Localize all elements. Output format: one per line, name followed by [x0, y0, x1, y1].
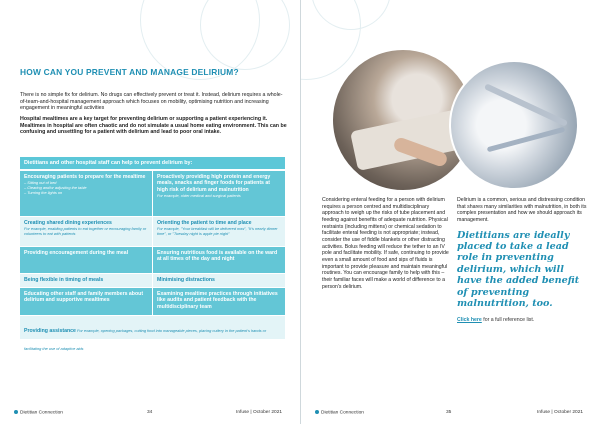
cell-subtext: For example, enabling patients to eat together or encouraging family or volunteers to eat with patients [24, 226, 147, 237]
intro-paragraph: There is no simple fix for delirium. No drugs can effectively prevent or treat it. Instead, delirium requires a whole-of-team-and-hospital management approach which focuses on mobility, optimising nutrition and increasing engagement in meaningful activities [20, 92, 283, 112]
cell-title: Minimising distractions [157, 277, 215, 283]
table-row [20, 274, 285, 287]
table-cell [20, 247, 152, 273]
cell-title: Orienting the patient to time and place [157, 220, 252, 226]
section-heading: HOW CAN YOU PREVENT AND MANAGE DELIRIUM? [20, 67, 239, 77]
table-cell [20, 217, 152, 246]
footer-issue: Infuse | October 2021 [537, 410, 584, 415]
table-cell [153, 288, 285, 315]
table-header: Dietitians and other hospital staff can help to prevent delirium by: [20, 157, 285, 169]
table-cell [153, 274, 285, 287]
footer-brand-text: Dietitian Connection [321, 410, 364, 416]
cell-title: Ensuring nutritious food is available on the ward at all times of the day and night [157, 250, 278, 263]
strategies-table [20, 157, 285, 351]
cell-title: Creating shared dining experiences [24, 220, 112, 226]
table-row [20, 247, 285, 273]
footer-brand [315, 410, 364, 415]
right-page [301, 0, 600, 424]
table-cell [153, 217, 285, 246]
cell-subtext: For example, opening packages, cutting food into manageable pieces, placing cutlery in the patient's hands or facilitating the use of adaptive aids [24, 328, 267, 351]
table-cell [153, 247, 285, 273]
table-cell [20, 288, 152, 315]
reference-text: for a full reference list. [481, 317, 535, 324]
cell-title: Educating other staff and family members about delirium and supportive mealtimes [24, 291, 144, 304]
reference-link[interactable]: Click here [457, 317, 482, 324]
table-row [20, 217, 285, 246]
cell-title: Being flexible in timing of meals [24, 277, 104, 283]
cell-subtext: – Sitting out of bed – Clearing and/or adjusting the table – Turning the lights on [24, 180, 87, 196]
cell-title: Proactively providing high protein and energy meals, snacks and finger foods for patients at high risk of delirium and malnutrition [157, 174, 271, 193]
delirium-paragraph: Delirium is a common, serious and distressing condition that shares many similarities with malnutrition, in both its complex presentation and how we should approach its management. [457, 197, 587, 223]
table-cell [20, 171, 152, 216]
table-row [20, 316, 285, 351]
table-row [20, 288, 285, 315]
cell-title: Encouraging patients to prepare for the mealtime [24, 174, 146, 180]
table-cell [20, 316, 285, 351]
pull-quote: Dietitians are ideally placed to take a lead role in preventing delirium, which will have the added benefit of preventing malnutrition, too. [457, 229, 580, 310]
footer-issue: Infuse | October 2021 [236, 410, 283, 415]
table-row [20, 171, 285, 216]
footer-brand [14, 410, 63, 415]
brand-logo-icon [14, 410, 18, 414]
reference-line [457, 317, 587, 324]
mealtimes-paragraph: Hospital mealtimes are a key target for preventing delirium or supporting a patient experiencing it. Mealtimes in hospital are often chaotic and do not simulate a usual home eating environment. This can be confusing and unsettling for a patient with delirium and lead to poor oral intake. [20, 116, 287, 136]
page-number: 35 [446, 410, 452, 415]
cell-title: Providing encouragement during the meal [24, 250, 129, 256]
cell-subtext: For example, "Your breakfast will be delivered now", "It's nearly dinner time", or "Tuesday night is apple pie night" [157, 226, 278, 237]
cell-subtext: For example, older medical and surgical patients [157, 192, 241, 198]
brand-logo-icon [315, 410, 319, 414]
feeding-tube-shape [484, 83, 568, 126]
feeding-tube-shape [487, 127, 566, 153]
enteral-feeding-paragraph: Considering enteral feeding for a person with delirium requires a person centred and multidisciplinary approach to weigh up the risks of tube placement and feeding against benefits of adequate nutrition. Physical restraints (including mittens) or chemical sedation to facilitate enteral feeding is not appropriate; instead, consider the use of fiddle blankets or other distracting activities. Bolus feeding will reduce the tether to an IV pole and facilitate mobility. If safe, continuing to provide even a small amount of food and sips of fluids is important to provide pleasure and maintain meaningful routines. You can encourage family to help with this – their familiar faces will make a world of difference to a person's delirium. [322, 197, 449, 290]
footer-brand-text: Dietitian Connection [20, 410, 63, 416]
cell-title: Providing assistance [24, 328, 76, 334]
table-cell [20, 274, 152, 287]
cell-title: Examining mealtime practices through initiatives like audits and patient feedback with the multidisciplinary team [157, 291, 278, 310]
table-cell [153, 171, 285, 216]
enteral-feeding-photo [449, 60, 579, 190]
right-column [457, 197, 587, 324]
page-number: 34 [147, 410, 153, 415]
